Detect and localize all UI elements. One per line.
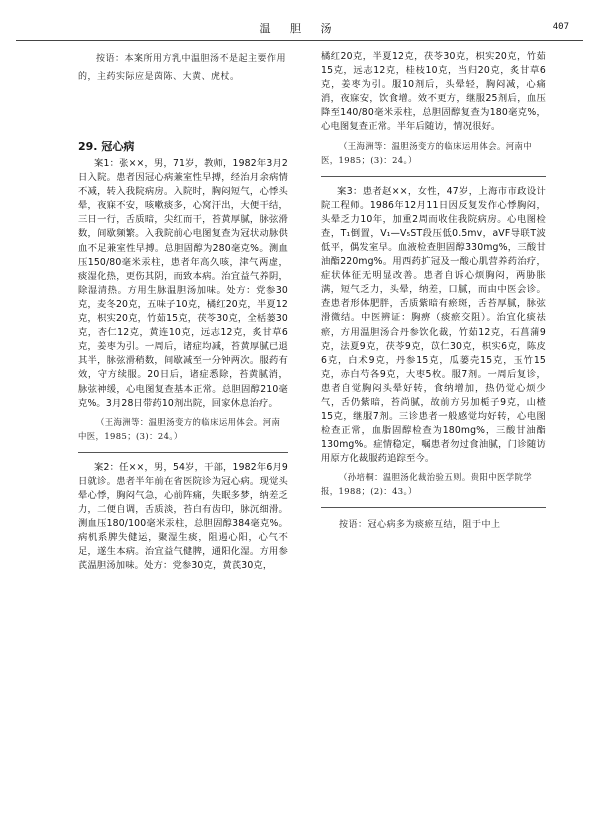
book-page (16, 14, 583, 809)
case-3-source: （孙培桐：温胆汤化裁治验五则。贵阳中医学院学报，1988；(2)：43。） (321, 472, 533, 497)
right-column (321, 50, 546, 534)
page-header (16, 14, 583, 41)
running-title: 温 胆 汤 (259, 22, 340, 35)
divider (321, 176, 546, 177)
case-2-source: （王海洲等：温胆汤变方的临床运用体会。河南中医，1985；(3)：24。） (321, 140, 533, 165)
note-paragraph-bottom: 按语：冠心病多为痰瘀互结，阻于中上 (339, 520, 501, 531)
divider (321, 507, 546, 508)
note-paragraph: 按语：本案所用方乳中温胆汤不是起主要作用的，主药实际应是茵陈、大黄、虎杖。 (78, 54, 287, 82)
left-column (78, 50, 288, 573)
section-title: 29. 冠心病 (78, 140, 135, 153)
page-number: 407 (552, 22, 569, 32)
divider (78, 452, 288, 453)
case-2-continued: 橘红20克，半夏12克，茯苓30克，枳实20克，竹茹15克，远志12克，桂枝10克，当归20克，炙甘草6克，姜枣为引。服10剂后，头晕轻，胸闷减，心痛消，夜寐安，饮食增。效不更方，继服25剂后，血压降至140/80毫米汞柱，总胆固醇复查为180毫克%，心电图复查正常。半年后随访，情况很好。 (321, 51, 546, 133)
case-3-paragraph: 案3：患者赵××，女性，47岁，上海市市政设计院工程师。1986年12月11日因反复发作心悸胸闷，头晕乏力10年，加重2周而收住我院病房。心电图检查，T₁倒置，V₁—V₅ST段压低0.5mv，aVF导联T波低平，偶发室早。血液检查胆固醇330mg%，三酸甘油酯220mg%。用西药扩冠及一酸心肌营养药治疗，症状体征无明显改善。患者自诉心烦胸闷，两胁胀满，短气乏力，头晕，纳差，口腻，而由中医会诊。查患者形体肥胖，舌质紫暗有瘀斑，舌苔厚腻，脉弦滑微结。中医辨证：胸痹（痰瘀交阻）。治宜化痰祛瘀，方用温胆汤合丹参饮化裁，竹茹12克，石菖蒲9克，法夏9克，茯苓9克，苡仁30克，枳实6克，陈皮6克，白术9克，丹参15克，瓜蒌壳15克，玉竹15克，赤白芍各9克，大枣5枚。服7剂。一周后复诊，患者自觉胸闷头晕好转，食纳增加，热仍觉心烦少气，舌仍紫暗，苔尚腻，故前方另加栀子9克，山楂15克，继服7剂。三诊患者一般感觉均好转，心电图检查正常，血脂固醇检查为180mg%，三酸甘油酯130mg%。症情稳定，嘱患者勿过食油腻，门诊随访用原方化裁服药追踪至今。 (321, 185, 546, 465)
case-2-paragraph: 案2：任××，男，54岁，干部，1982年6月9日就诊。患者半年前在省医院诊为冠心病。现觉头晕心悸，胸闷气急，心前阵痛，失眠多梦，纳差乏力，二便自调，舌质淡，苔白有齿印，脉沉细滑。测血压180/100毫米汞柱，总胆固醇384毫克%。病机系脾失健运，聚湿生痰，阻遏心阳，心气不足，遂生本病。治宜益气健脾，通阳化湿。方用参芪温胆汤加味。处方：党参30克，黄芪30克， (78, 461, 288, 572)
case-1-source: （王海洲等：温胆汤变方的临床运用体会。河南中医，1985；(3)：24。） (78, 416, 281, 441)
case-1-paragraph: 案1：张××，男，71岁，教师，1982年3月2日入院。患者因冠心病兼室性早搏，经治月余病情不减，转入我院病房。入院时，胸闷短气，心悸头晕，夜寐不安，咳嗽痰多，心窝汗出，大便干结，三日一行，舌质暗，尖红而干，苔黄厚腻，脉弦滑数，间歇频繁。入我院前心电图复查为冠状动脉供血不足兼室性早搏。总胆固醇为280毫克%。测血压150/80毫米汞柱，患者年高久咳，津气两虚，痰湿化热，更伤其阴，而致本病。治宜益气养阴，除湿清热。方用生脉温胆汤加味。处方：党参30克，麦冬20克，五味子10克，橘红20克，半夏12克，枳实20克，竹茹15克，茯苓30克，全栝蒌30克，杏仁12克，黄连10克，远志12克，炙甘草6克，姜枣为引。一周后，诸症均减，苔黄厚腻已退其半，脉弦滑稍数，间歇减至一分钟两次。服药有效，守方续服。20日后，诸症悉除，苔黄腻消，脉弦神缓，心电图复查基本正常。总胆固醇210毫克%。3月28日带药10剂出院，回家休息治疗。 (78, 158, 288, 409)
